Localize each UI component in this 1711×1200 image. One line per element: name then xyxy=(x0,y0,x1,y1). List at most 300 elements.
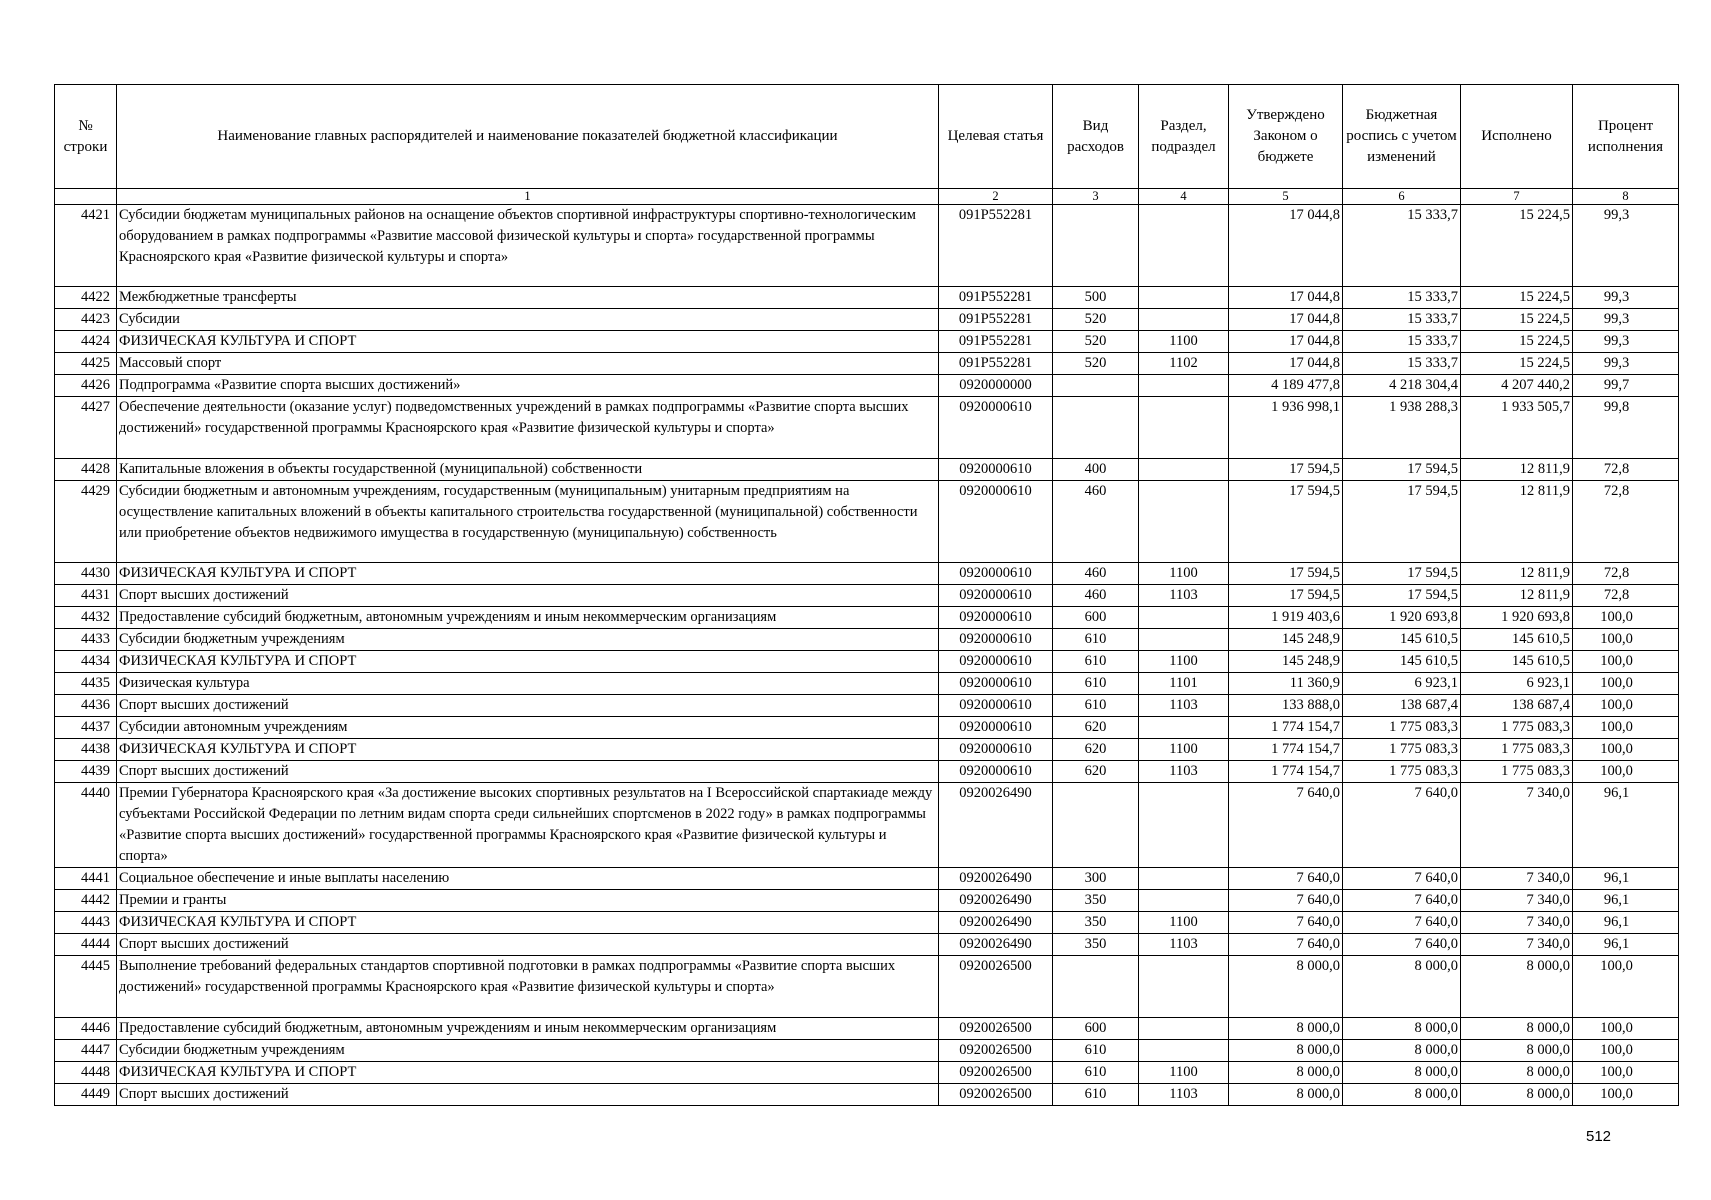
row-number: 4424 xyxy=(55,331,117,353)
row-target-article: 091P552281 xyxy=(939,309,1053,331)
table-row xyxy=(55,397,1679,459)
budget-table-sheet xyxy=(54,84,1679,1106)
table-row xyxy=(55,717,1679,739)
column-number: 6 xyxy=(1343,189,1461,205)
row-section: 1103 xyxy=(1139,695,1229,717)
row-executed: 4 207 440,2 xyxy=(1461,375,1573,397)
row-number: 4440 xyxy=(55,783,117,868)
table-header-row xyxy=(55,85,1679,189)
column-number xyxy=(55,189,117,205)
page-number: 512 xyxy=(1586,1128,1612,1145)
row-approved: 1 936 998,1 xyxy=(1229,397,1343,459)
row-number: 4449 xyxy=(55,1084,117,1106)
row-percent: 100,0 xyxy=(1573,717,1679,739)
row-number: 4430 xyxy=(55,563,117,585)
row-percent: 96,1 xyxy=(1573,934,1679,956)
row-executed: 8 000,0 xyxy=(1461,1084,1573,1106)
row-name: Спорт высших достижений xyxy=(117,934,939,956)
row-target-article: 0920000610 xyxy=(939,761,1053,783)
row-expense-type: 460 xyxy=(1053,481,1139,563)
row-budget-schedule: 17 594,5 xyxy=(1343,481,1461,563)
header-executed: Исполнено xyxy=(1461,85,1573,189)
row-section xyxy=(1139,717,1229,739)
row-number: 4425 xyxy=(55,353,117,375)
table-row xyxy=(55,585,1679,607)
row-name: Премии и гранты xyxy=(117,890,939,912)
row-executed: 15 224,5 xyxy=(1461,353,1573,375)
table-row xyxy=(55,739,1679,761)
row-approved: 17 044,8 xyxy=(1229,309,1343,331)
row-section xyxy=(1139,459,1229,481)
row-percent: 100,0 xyxy=(1573,1062,1679,1084)
row-executed: 12 811,9 xyxy=(1461,481,1573,563)
table-row xyxy=(55,1040,1679,1062)
row-approved: 8 000,0 xyxy=(1229,956,1343,1018)
row-approved: 145 248,9 xyxy=(1229,651,1343,673)
row-number: 4445 xyxy=(55,956,117,1018)
table-row xyxy=(55,629,1679,651)
row-expense-type: 600 xyxy=(1053,607,1139,629)
row-executed: 15 224,5 xyxy=(1461,331,1573,353)
row-target-article: 0920000610 xyxy=(939,629,1053,651)
row-number: 4433 xyxy=(55,629,117,651)
row-target-article: 0920000000 xyxy=(939,375,1053,397)
row-budget-schedule: 15 333,7 xyxy=(1343,309,1461,331)
row-budget-schedule: 8 000,0 xyxy=(1343,1084,1461,1106)
table-row xyxy=(55,459,1679,481)
row-percent: 96,1 xyxy=(1573,868,1679,890)
row-section xyxy=(1139,287,1229,309)
row-executed: 12 811,9 xyxy=(1461,563,1573,585)
row-number: 4426 xyxy=(55,375,117,397)
row-name: Спорт высших достижений xyxy=(117,1084,939,1106)
table-row xyxy=(55,375,1679,397)
row-expense-type: 350 xyxy=(1053,890,1139,912)
row-budget-schedule: 15 333,7 xyxy=(1343,287,1461,309)
header-percent: Процент исполнения xyxy=(1573,85,1679,189)
row-executed: 7 340,0 xyxy=(1461,783,1573,868)
row-percent: 72,8 xyxy=(1573,481,1679,563)
row-approved: 4 189 477,8 xyxy=(1229,375,1343,397)
row-expense-type: 520 xyxy=(1053,309,1139,331)
row-approved: 17 594,5 xyxy=(1229,585,1343,607)
row-target-article: 0920026490 xyxy=(939,868,1053,890)
row-budget-schedule: 8 000,0 xyxy=(1343,956,1461,1018)
row-budget-schedule: 1 920 693,8 xyxy=(1343,607,1461,629)
row-target-article: 0920000610 xyxy=(939,481,1053,563)
row-name: Предоставление субсидий бюджетным, автономным учреждениям и иным некоммерческим организациям xyxy=(117,1018,939,1040)
row-target-article: 0920000610 xyxy=(939,739,1053,761)
row-name: Предоставление субсидий бюджетным, автономным учреждениям и иным некоммерческим организациям xyxy=(117,607,939,629)
row-approved: 7 640,0 xyxy=(1229,934,1343,956)
row-budget-schedule: 7 640,0 xyxy=(1343,868,1461,890)
row-percent: 99,3 xyxy=(1573,205,1679,287)
row-approved: 17 594,5 xyxy=(1229,459,1343,481)
table-row xyxy=(55,607,1679,629)
row-section xyxy=(1139,397,1229,459)
row-name: Массовый спорт xyxy=(117,353,939,375)
row-number: 4444 xyxy=(55,934,117,956)
row-percent: 99,8 xyxy=(1573,397,1679,459)
row-expense-type: 610 xyxy=(1053,673,1139,695)
row-approved: 17 594,5 xyxy=(1229,563,1343,585)
row-expense-type: 400 xyxy=(1053,459,1139,481)
row-section: 1100 xyxy=(1139,651,1229,673)
row-approved: 17 044,8 xyxy=(1229,287,1343,309)
row-percent: 100,0 xyxy=(1573,739,1679,761)
row-executed: 15 224,5 xyxy=(1461,205,1573,287)
row-expense-type: 600 xyxy=(1053,1018,1139,1040)
row-budget-schedule: 138 687,4 xyxy=(1343,695,1461,717)
table-row xyxy=(55,912,1679,934)
row-expense-type xyxy=(1053,783,1139,868)
row-percent: 100,0 xyxy=(1573,673,1679,695)
row-executed: 8 000,0 xyxy=(1461,1018,1573,1040)
row-target-article: 0920000610 xyxy=(939,717,1053,739)
row-percent: 96,1 xyxy=(1573,890,1679,912)
row-name: Выполнение требований федеральных стандартов спортивной подготовки в рамках подпрограммы «Развитие спорта высших достижений» государственной программы Красноярского края «Развитие физической культуры и спорта» xyxy=(117,956,939,1018)
row-name: Обеспечение деятельности (оказание услуг) подведомственных учреждений в рамках подпрограммы «Развитие спорта высших достижений» государственной программы Красноярского края «Развитие физической культуры и спорта» xyxy=(117,397,939,459)
row-target-article: 0920000610 xyxy=(939,459,1053,481)
row-target-article: 0920026500 xyxy=(939,1040,1053,1062)
table-row xyxy=(55,1062,1679,1084)
row-expense-type: 350 xyxy=(1053,912,1139,934)
row-section: 1100 xyxy=(1139,331,1229,353)
row-expense-type xyxy=(1053,956,1139,1018)
row-executed: 12 811,9 xyxy=(1461,585,1573,607)
row-budget-schedule: 8 000,0 xyxy=(1343,1040,1461,1062)
row-number: 4434 xyxy=(55,651,117,673)
row-expense-type: 610 xyxy=(1053,651,1139,673)
row-name: Субсидии xyxy=(117,309,939,331)
row-section xyxy=(1139,481,1229,563)
row-name: Подпрограмма «Развитие спорта высших достижений» xyxy=(117,375,939,397)
row-approved: 11 360,9 xyxy=(1229,673,1343,695)
row-executed: 15 224,5 xyxy=(1461,287,1573,309)
row-target-article: 0920026500 xyxy=(939,1062,1053,1084)
column-number: 2 xyxy=(939,189,1053,205)
row-expense-type xyxy=(1053,375,1139,397)
row-number: 4441 xyxy=(55,868,117,890)
row-percent: 99,3 xyxy=(1573,353,1679,375)
table-row xyxy=(55,481,1679,563)
row-executed: 1 920 693,8 xyxy=(1461,607,1573,629)
row-percent: 100,0 xyxy=(1573,1018,1679,1040)
table-row xyxy=(55,890,1679,912)
row-expense-type: 460 xyxy=(1053,585,1139,607)
row-expense-type: 520 xyxy=(1053,353,1139,375)
row-number: 4448 xyxy=(55,1062,117,1084)
row-number: 4435 xyxy=(55,673,117,695)
row-executed: 8 000,0 xyxy=(1461,1040,1573,1062)
row-section xyxy=(1139,375,1229,397)
row-budget-schedule: 1 775 083,3 xyxy=(1343,739,1461,761)
table-row xyxy=(55,331,1679,353)
row-name: Спорт высших достижений xyxy=(117,761,939,783)
row-percent: 72,8 xyxy=(1573,585,1679,607)
row-executed: 7 340,0 xyxy=(1461,912,1573,934)
row-number: 4446 xyxy=(55,1018,117,1040)
row-number: 4429 xyxy=(55,481,117,563)
row-budget-schedule: 1 775 083,3 xyxy=(1343,761,1461,783)
row-budget-schedule: 8 000,0 xyxy=(1343,1062,1461,1084)
row-percent: 100,0 xyxy=(1573,629,1679,651)
row-expense-type: 500 xyxy=(1053,287,1139,309)
row-expense-type: 620 xyxy=(1053,761,1139,783)
row-percent: 100,0 xyxy=(1573,651,1679,673)
row-budget-schedule: 7 640,0 xyxy=(1343,783,1461,868)
row-percent: 72,8 xyxy=(1573,563,1679,585)
row-target-article: 0920000610 xyxy=(939,673,1053,695)
row-executed: 12 811,9 xyxy=(1461,459,1573,481)
row-expense-type: 620 xyxy=(1053,739,1139,761)
row-percent: 99,7 xyxy=(1573,375,1679,397)
row-executed: 1 775 083,3 xyxy=(1461,739,1573,761)
row-number: 4432 xyxy=(55,607,117,629)
row-expense-type xyxy=(1053,397,1139,459)
row-expense-type: 610 xyxy=(1053,629,1139,651)
row-section xyxy=(1139,607,1229,629)
row-approved: 8 000,0 xyxy=(1229,1084,1343,1106)
row-executed: 7 340,0 xyxy=(1461,890,1573,912)
row-target-article: 0920026500 xyxy=(939,1084,1053,1106)
row-number: 4438 xyxy=(55,739,117,761)
row-budget-schedule: 8 000,0 xyxy=(1343,1018,1461,1040)
row-section: 1103 xyxy=(1139,1084,1229,1106)
row-number: 4447 xyxy=(55,1040,117,1062)
row-percent: 99,3 xyxy=(1573,331,1679,353)
table-row xyxy=(55,353,1679,375)
row-name: ФИЗИЧЕСКАЯ КУЛЬТУРА И СПОРТ xyxy=(117,1062,939,1084)
row-expense-type: 350 xyxy=(1053,934,1139,956)
row-target-article: 091P552281 xyxy=(939,331,1053,353)
row-percent: 100,0 xyxy=(1573,956,1679,1018)
row-section xyxy=(1139,956,1229,1018)
row-approved: 8 000,0 xyxy=(1229,1062,1343,1084)
column-number: 5 xyxy=(1229,189,1343,205)
row-section: 1102 xyxy=(1139,353,1229,375)
row-section: 1103 xyxy=(1139,934,1229,956)
row-target-article: 0920000610 xyxy=(939,695,1053,717)
row-executed: 145 610,5 xyxy=(1461,629,1573,651)
row-approved: 7 640,0 xyxy=(1229,868,1343,890)
row-expense-type: 300 xyxy=(1053,868,1139,890)
row-approved: 145 248,9 xyxy=(1229,629,1343,651)
row-name: ФИЗИЧЕСКАЯ КУЛЬТУРА И СПОРТ xyxy=(117,912,939,934)
header-expense-type: Вид расходов xyxy=(1053,85,1139,189)
row-name: Субсидии бюджетам муниципальных районов на оснащение объектов спортивной инфраструктуры спортивно-технологическим оборудованием в рамках подпрограммы «Развитие массовой физической культуры и спорта» государственной программы Красноярского края «Развитие физической культуры и спорта» xyxy=(117,205,939,287)
row-section: 1100 xyxy=(1139,1062,1229,1084)
row-target-article: 0920026490 xyxy=(939,912,1053,934)
row-expense-type: 610 xyxy=(1053,695,1139,717)
row-number: 4427 xyxy=(55,397,117,459)
row-percent: 100,0 xyxy=(1573,1040,1679,1062)
row-target-article: 0920026490 xyxy=(939,934,1053,956)
row-target-article: 0920000610 xyxy=(939,651,1053,673)
row-executed: 15 224,5 xyxy=(1461,309,1573,331)
row-approved: 1 919 403,6 xyxy=(1229,607,1343,629)
table-row xyxy=(55,1018,1679,1040)
row-section xyxy=(1139,783,1229,868)
header-name: Наименование главных распорядителей и наименование показателей бюджетной классификации xyxy=(117,85,939,189)
row-number: 4439 xyxy=(55,761,117,783)
row-name: Субсидии бюджетным учреждениям xyxy=(117,629,939,651)
row-number: 4431 xyxy=(55,585,117,607)
row-section: 1101 xyxy=(1139,673,1229,695)
row-target-article: 091P552281 xyxy=(939,205,1053,287)
row-number: 4436 xyxy=(55,695,117,717)
row-section xyxy=(1139,629,1229,651)
column-number: 8 xyxy=(1573,189,1679,205)
row-section xyxy=(1139,890,1229,912)
row-percent: 72,8 xyxy=(1573,459,1679,481)
row-executed: 145 610,5 xyxy=(1461,651,1573,673)
row-section: 1100 xyxy=(1139,563,1229,585)
row-budget-schedule: 6 923,1 xyxy=(1343,673,1461,695)
row-name: Субсидии бюджетным и автономным учреждениям, государственным (муниципальным) унитарным предприятиям на осуществление капитальных вложений в объекты капитального строительства государственной (муниципальной) собственности или приобретение объектов недвижимого имущества в государственную (муниципальную) собственность xyxy=(117,481,939,563)
row-executed: 8 000,0 xyxy=(1461,956,1573,1018)
row-budget-schedule: 7 640,0 xyxy=(1343,912,1461,934)
row-target-article: 091P552281 xyxy=(939,287,1053,309)
row-approved: 7 640,0 xyxy=(1229,783,1343,868)
row-approved: 7 640,0 xyxy=(1229,890,1343,912)
row-number: 4428 xyxy=(55,459,117,481)
row-section: 1100 xyxy=(1139,912,1229,934)
row-expense-type: 610 xyxy=(1053,1084,1139,1106)
row-target-article: 0920000610 xyxy=(939,397,1053,459)
table-row xyxy=(55,761,1679,783)
row-expense-type: 610 xyxy=(1053,1040,1139,1062)
row-expense-type: 520 xyxy=(1053,331,1139,353)
row-approved: 7 640,0 xyxy=(1229,912,1343,934)
row-name: Премии Губернатора Красноярского края «За достижение высоких спортивных результатов на I Всероссийской спартакиаде между субъектами Российской Федерации по летним видам спорта среди сильнейших спортсменов в 2022 году» в рамках подпрограммы «Развитие спорта высших достижений» государственной программы Красноярского края «Развитие физической культуры и спорта» xyxy=(117,783,939,868)
column-number-row xyxy=(55,189,1679,205)
row-target-article: 0920000610 xyxy=(939,607,1053,629)
row-name: ФИЗИЧЕСКАЯ КУЛЬТУРА И СПОРТ xyxy=(117,739,939,761)
row-executed: 1 933 505,7 xyxy=(1461,397,1573,459)
row-section xyxy=(1139,205,1229,287)
row-percent: 100,0 xyxy=(1573,607,1679,629)
table-row xyxy=(55,651,1679,673)
row-name: ФИЗИЧЕСКАЯ КУЛЬТУРА И СПОРТ xyxy=(117,563,939,585)
row-number: 4423 xyxy=(55,309,117,331)
row-number: 4422 xyxy=(55,287,117,309)
row-approved: 8 000,0 xyxy=(1229,1040,1343,1062)
row-section xyxy=(1139,1018,1229,1040)
row-name: Спорт высших достижений xyxy=(117,695,939,717)
table-row xyxy=(55,309,1679,331)
header-approved: Утверждено Законом о бюджете xyxy=(1229,85,1343,189)
table-row xyxy=(55,956,1679,1018)
column-number: 4 xyxy=(1139,189,1229,205)
row-section: 1103 xyxy=(1139,761,1229,783)
row-executed: 7 340,0 xyxy=(1461,868,1573,890)
row-name: Социальное обеспечение и иные выплаты населению xyxy=(117,868,939,890)
row-target-article: 0920026490 xyxy=(939,890,1053,912)
row-target-article: 0920000610 xyxy=(939,585,1053,607)
row-number: 4442 xyxy=(55,890,117,912)
row-executed: 8 000,0 xyxy=(1461,1062,1573,1084)
row-budget-schedule: 15 333,7 xyxy=(1343,331,1461,353)
row-target-article: 0920026500 xyxy=(939,1018,1053,1040)
row-approved: 133 888,0 xyxy=(1229,695,1343,717)
row-number: 4443 xyxy=(55,912,117,934)
row-executed: 1 775 083,3 xyxy=(1461,717,1573,739)
row-name: Капитальные вложения в объекты государственной (муниципальной) собственности xyxy=(117,459,939,481)
row-name: Субсидии бюджетным учреждениям xyxy=(117,1040,939,1062)
table-row xyxy=(55,673,1679,695)
row-approved: 17 044,8 xyxy=(1229,331,1343,353)
row-executed: 6 923,1 xyxy=(1461,673,1573,695)
column-number: 3 xyxy=(1053,189,1139,205)
row-name: ФИЗИЧЕСКАЯ КУЛЬТУРА И СПОРТ xyxy=(117,331,939,353)
row-expense-type: 620 xyxy=(1053,717,1139,739)
column-number: 1 xyxy=(117,189,939,205)
row-name: Межбюджетные трансферты xyxy=(117,287,939,309)
row-budget-schedule: 17 594,5 xyxy=(1343,585,1461,607)
row-expense-type: 610 xyxy=(1053,1062,1139,1084)
row-name: Субсидии автономным учреждениям xyxy=(117,717,939,739)
table-row xyxy=(55,695,1679,717)
row-section xyxy=(1139,1040,1229,1062)
table-row xyxy=(55,563,1679,585)
row-section: 1100 xyxy=(1139,739,1229,761)
row-executed: 7 340,0 xyxy=(1461,934,1573,956)
row-budget-schedule: 4 218 304,4 xyxy=(1343,375,1461,397)
row-section xyxy=(1139,868,1229,890)
row-percent: 100,0 xyxy=(1573,695,1679,717)
row-approved: 1 774 154,7 xyxy=(1229,717,1343,739)
row-percent: 100,0 xyxy=(1573,761,1679,783)
row-budget-schedule: 1 775 083,3 xyxy=(1343,717,1461,739)
row-percent: 96,1 xyxy=(1573,912,1679,934)
row-executed: 1 775 083,3 xyxy=(1461,761,1573,783)
row-budget-schedule: 145 610,5 xyxy=(1343,629,1461,651)
row-approved: 1 774 154,7 xyxy=(1229,739,1343,761)
row-expense-type: 460 xyxy=(1053,563,1139,585)
row-budget-schedule: 7 640,0 xyxy=(1343,934,1461,956)
row-percent: 96,1 xyxy=(1573,783,1679,868)
table-row xyxy=(55,783,1679,868)
row-budget-schedule: 145 610,5 xyxy=(1343,651,1461,673)
table-row xyxy=(55,868,1679,890)
budget-execution-table xyxy=(54,84,1679,1106)
row-budget-schedule: 15 333,7 xyxy=(1343,205,1461,287)
header-section: Раздел, подраздел xyxy=(1139,85,1229,189)
row-executed: 138 687,4 xyxy=(1461,695,1573,717)
row-target-article: 0920026490 xyxy=(939,783,1053,868)
row-approved: 17 594,5 xyxy=(1229,481,1343,563)
header-target-article: Целевая статья xyxy=(939,85,1053,189)
table-row xyxy=(55,287,1679,309)
row-approved: 8 000,0 xyxy=(1229,1018,1343,1040)
row-name: ФИЗИЧЕСКАЯ КУЛЬТУРА И СПОРТ xyxy=(117,651,939,673)
header-row-number: № строки xyxy=(55,85,117,189)
row-name: Спорт высших достижений xyxy=(117,585,939,607)
row-percent: 100,0 xyxy=(1573,1084,1679,1106)
table-row xyxy=(55,1084,1679,1106)
row-approved: 17 044,8 xyxy=(1229,353,1343,375)
row-target-article: 0920000610 xyxy=(939,563,1053,585)
row-budget-schedule: 17 594,5 xyxy=(1343,563,1461,585)
row-number: 4437 xyxy=(55,717,117,739)
row-budget-schedule: 7 640,0 xyxy=(1343,890,1461,912)
row-expense-type xyxy=(1053,205,1139,287)
row-percent: 99,3 xyxy=(1573,287,1679,309)
row-budget-schedule: 17 594,5 xyxy=(1343,459,1461,481)
row-target-article: 091P552281 xyxy=(939,353,1053,375)
table-row xyxy=(55,934,1679,956)
